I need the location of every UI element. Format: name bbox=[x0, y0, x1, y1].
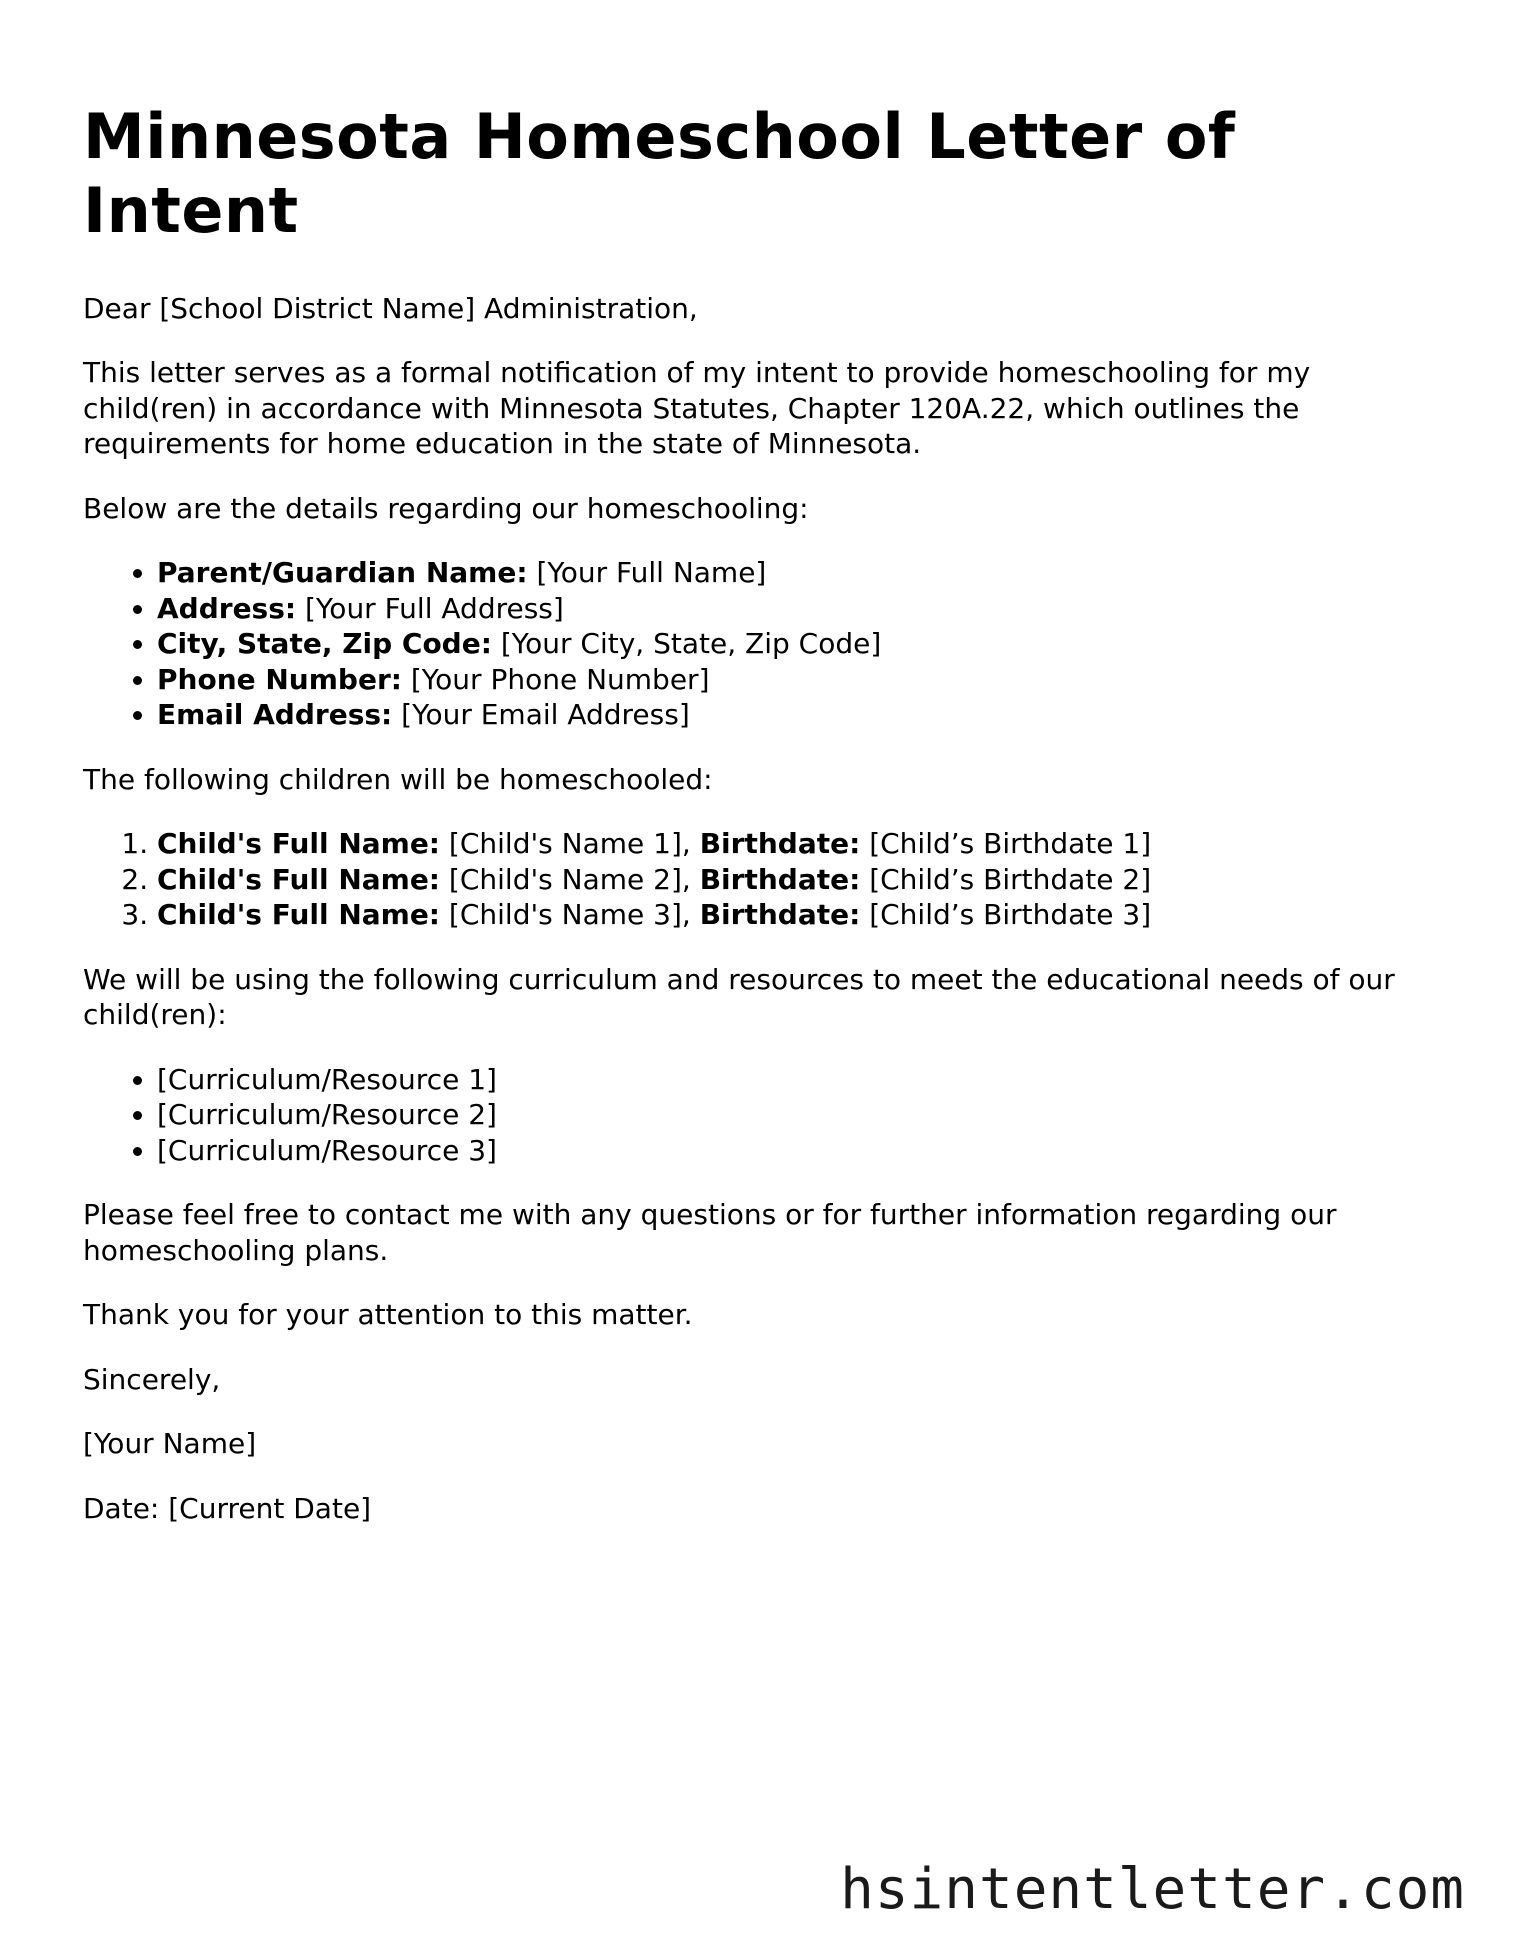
detail-value: [Your Phone Number] bbox=[410, 662, 710, 696]
detail-label: Email Address: bbox=[157, 698, 393, 732]
list-item: • [Curriculum/Resource 3] bbox=[157, 1133, 1443, 1169]
child-birthdate: [Child’s Birthdate 3] bbox=[869, 898, 1152, 932]
detail-label: Phone Number: bbox=[157, 662, 402, 696]
detail-value: [Your City, State, Zip Code] bbox=[500, 627, 882, 661]
children-list bbox=[83, 826, 1443, 933]
child-birthdate-label: Birthdate: bbox=[699, 898, 861, 932]
list-item bbox=[157, 555, 1443, 591]
list-item bbox=[157, 662, 1443, 698]
child-name-label: Child's Full Name: bbox=[157, 827, 441, 861]
list-item: • [Curriculum/Resource 2] bbox=[157, 1097, 1443, 1133]
signature: [Your Name] bbox=[83, 1427, 257, 1461]
list-item bbox=[157, 626, 1443, 662]
list-item: • [Curriculum/Resource 1] bbox=[157, 1062, 1443, 1098]
child-birthdate-label: Birthdate: bbox=[699, 862, 861, 896]
detail-value: [Your Full Name] bbox=[536, 556, 767, 590]
details-intro: Below are the details regarding our homeschooling: bbox=[83, 491, 809, 525]
curriculum-intro: We will be using the following curriculum and resources to meet the educational needs of our child(ren): bbox=[83, 962, 1395, 1032]
child-birthdate: [Child’s Birthdate 2] bbox=[869, 862, 1152, 896]
date-line: Date: [Current Date] bbox=[83, 1491, 372, 1525]
child-birthdate: [Child’s Birthdate 1] bbox=[869, 827, 1152, 861]
document-title: Minnesota Homeschool Letter of Intent bbox=[83, 100, 1236, 248]
footer-brand: hsintentletter.com bbox=[840, 1857, 1465, 1922]
list-item bbox=[157, 862, 1443, 898]
separator: , bbox=[681, 827, 691, 861]
child-birthdate-label: Birthdate: bbox=[699, 827, 861, 861]
salutation: Dear [School District Name] Administration, bbox=[83, 291, 698, 325]
thanks-paragraph: Thank you for your attention to this matter. bbox=[83, 1298, 693, 1332]
list-item bbox=[157, 826, 1443, 862]
child-name-label: Child's Full Name: bbox=[157, 862, 441, 896]
detail-label: Parent/Guardian Name: bbox=[157, 556, 528, 590]
detail-value: [Your Email Address] bbox=[401, 698, 690, 732]
details-list bbox=[83, 555, 1443, 733]
intro-paragraph: This letter serves as a formal notification of my intent to provide homeschooling for my child(ren) in accordance with Minnesota Statutes, Chapter 120A.22, which outlines the requirements for home education in the state of Minnesota. bbox=[83, 356, 1311, 461]
separator: , bbox=[681, 898, 691, 932]
detail-value: [Your Full Address] bbox=[305, 591, 564, 625]
child-name: [Child's Name 3] bbox=[448, 898, 682, 932]
child-name: [Child's Name 1] bbox=[448, 827, 682, 861]
detail-label: Address: bbox=[157, 591, 297, 625]
separator: , bbox=[681, 862, 691, 896]
detail-label: City, State, Zip Code: bbox=[157, 627, 492, 661]
list-item bbox=[157, 591, 1443, 627]
child-name: [Child's Name 2] bbox=[448, 862, 682, 896]
contact-paragraph: Please feel free to contact me with any questions or for further information regarding our homeschooling plans. bbox=[83, 1198, 1337, 1267]
children-intro: The following children will be homeschooled: bbox=[83, 762, 713, 796]
curriculum-list bbox=[83, 1062, 1443, 1169]
list-item bbox=[157, 697, 1443, 733]
letter-page bbox=[83, 100, 1443, 1555]
child-name-label: Child's Full Name: bbox=[157, 898, 441, 932]
list-item bbox=[157, 897, 1443, 933]
closing: Sincerely, bbox=[83, 1362, 221, 1396]
